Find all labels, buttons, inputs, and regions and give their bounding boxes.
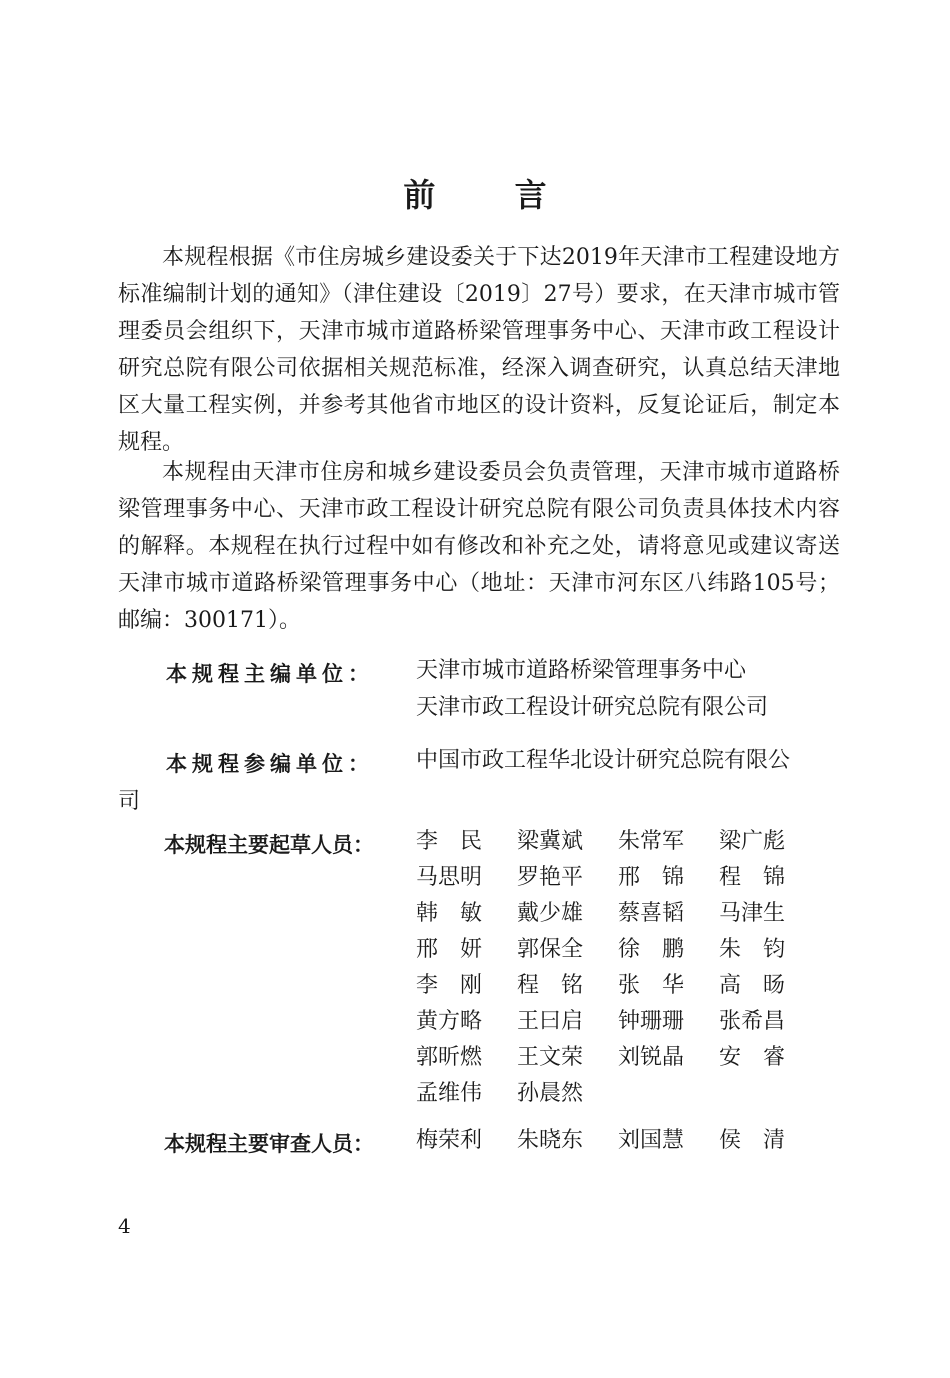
person-name: 侯 清 xyxy=(719,1128,786,1153)
preface-paragraph-1: 本规程根据《市住房城乡建设委关于下达2019年天津市工程建设地方标准编制计划的通知》（津住建设〔2019〕27号）要求，在天津市城市管理委员会组织下，天津市城市道路桥梁管理事务中心、天津市政工程设计研究总院有限公司依据相关规范标准，经深入调查研究，认真总结天津地区大量工程实例，并参考其他省市地区的设计资料，反复论证后，制定本规程。 xyxy=(118,245,840,455)
person-name: 徐 鹏 xyxy=(618,937,685,962)
person-name: 孟维伟 xyxy=(416,1081,483,1106)
person-name: 程 锦 xyxy=(719,865,786,890)
person-name: 邢 妍 xyxy=(416,937,483,962)
page-number: 4 xyxy=(118,1214,131,1238)
person-name: 邢 锦 xyxy=(618,865,685,890)
person-name: 戴少雄 xyxy=(517,901,584,926)
person-name: 朱常军 xyxy=(618,829,685,854)
person-name: 梁广彪 xyxy=(719,829,786,854)
person-name: 安 睿 xyxy=(719,1045,786,1070)
person-name: 郭保全 xyxy=(517,937,584,962)
chief-unit-1: 天津市城市道路桥梁管理事务中心 xyxy=(416,658,747,683)
person-name: 王曰启 xyxy=(517,1009,584,1034)
person-name: 罗艳平 xyxy=(517,865,584,890)
person-name: 刘锐晶 xyxy=(618,1045,685,1070)
person-name: 梅荣利 xyxy=(416,1128,483,1153)
person-name: 孙晨然 xyxy=(517,1081,584,1106)
person-name: 黄方略 xyxy=(416,1009,483,1034)
person-name: 程 铭 xyxy=(517,973,584,998)
chief-unit-2: 天津市政工程设计研究总院有限公司 xyxy=(416,695,769,720)
person-name: 李 民 xyxy=(416,829,483,854)
person-name: 马津生 xyxy=(719,901,786,926)
person-name: 韩 敏 xyxy=(416,901,483,926)
person-name: 朱晓东 xyxy=(517,1128,584,1153)
participating-unit-line-2: 司 xyxy=(118,789,141,814)
preface-paragraph-2: 本规程由天津市住房和城乡建设委员会负责管理，天津市城市道路桥梁管理事务中心、天津市政工程设计研究总院有限公司负责具体技术内容的解释。本规程在执行过程中如有修改和补充之处，请将意见或建议寄送天津市城市道路桥梁管理事务中心（地址：天津市河东区八纬路105号；邮编：300171）。 xyxy=(118,460,840,633)
drafters-list xyxy=(416,824,799,1112)
participating-unit-line-1: 中国市政工程华北设计研究总院有限公 xyxy=(416,748,791,773)
person-name: 张希昌 xyxy=(719,1009,786,1034)
person-name: 刘国慧 xyxy=(618,1128,685,1153)
person-name: 张 华 xyxy=(618,973,685,998)
reviewers-label: 本规程主要审查人员： xyxy=(164,1132,374,1156)
participating-units-label: 本规程参编单位： xyxy=(166,752,374,776)
person-name: 王文荣 xyxy=(517,1045,584,1070)
person-name: 高 旸 xyxy=(719,973,786,998)
person-name: 朱 钧 xyxy=(719,937,786,962)
page-title: 前 言 xyxy=(403,176,581,214)
person-name: 钟珊珊 xyxy=(618,1009,685,1034)
person-name: 李 刚 xyxy=(416,973,483,998)
drafters-label: 本规程主要起草人员： xyxy=(164,833,374,857)
person-name: 蔡喜韬 xyxy=(618,901,685,926)
chief-units-label: 本规程主编单位： xyxy=(166,662,374,686)
person-name: 梁冀斌 xyxy=(517,829,584,854)
reviewers-list xyxy=(416,1123,799,1159)
person-name: 马思明 xyxy=(416,865,483,890)
person-name: 郭昕燃 xyxy=(416,1045,483,1070)
